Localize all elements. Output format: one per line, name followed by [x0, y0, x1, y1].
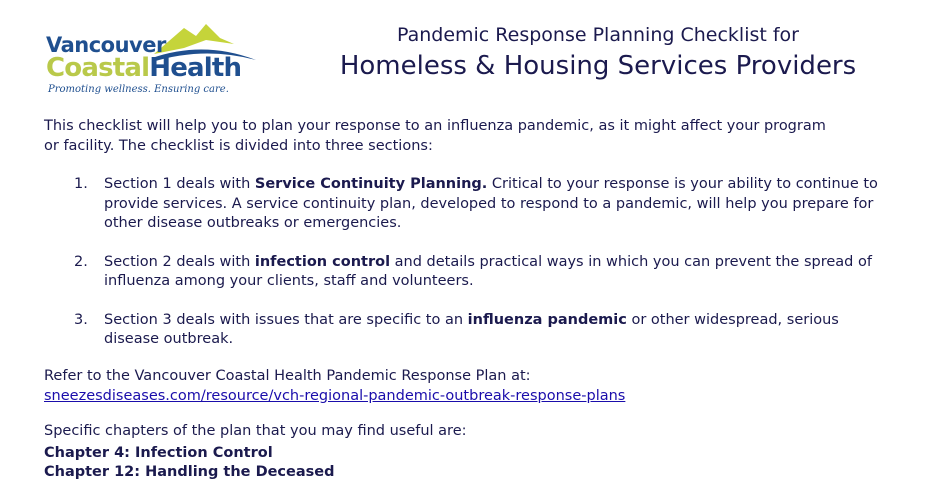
logo-vancouver: Vancouver: [46, 33, 166, 57]
refer-paragraph: [44, 367, 625, 406]
chapters-section: [44, 422, 467, 483]
title-line2: Homeless & Housing Services Providers: [339, 51, 857, 81]
vch-logo: [34, 14, 260, 98]
chapter-item: Chapter 12: Handling the Deceased: [44, 464, 335, 480]
plan-link[interactable]: sneezesdiseases.com/resource/vch-regional-pandemic-outbreak-response-plans: [44, 387, 626, 404]
logo-tagline: Promoting wellness. Ensuring care.: [48, 84, 229, 95]
sections-list: [44, 175, 884, 369]
refer-text: Refer to the Vancouver Coastal Health Pandemic Response Plan at:: [44, 368, 531, 384]
section-item: 2. Section 2 deals with infection control and details practical ways in which you can prevent the spread of influenza among your clients, staff and volunteers.: [74, 253, 872, 289]
section-item: 1. Section 1 deals with Service Continuity Planning. Critical to your response is your ability to continue to provide services. A service continuity plan, developed to respond to a pandemic, will help you prepare for other disease outbreaks or emergencies.: [74, 176, 878, 231]
section-item: 3. Section 3 deals with issues that are specific to an influenza pandemic or other widespread, serious disease outbreak.: [74, 311, 839, 347]
title-line1: Pandemic Response Planning Checklist for: [396, 24, 799, 46]
chapters-intro: Specific chapters of the plan that you may find useful are:: [44, 423, 467, 439]
logo-coastal-health: CoastalHealth: [46, 53, 242, 83]
chapter-item: Chapter 4: Infection Control: [44, 444, 273, 461]
intro-paragraph: This checklist will help you to plan your response to an influenza pandemic, as it might affect your program or facility. The checklist is divided into three sections:: [44, 118, 826, 154]
